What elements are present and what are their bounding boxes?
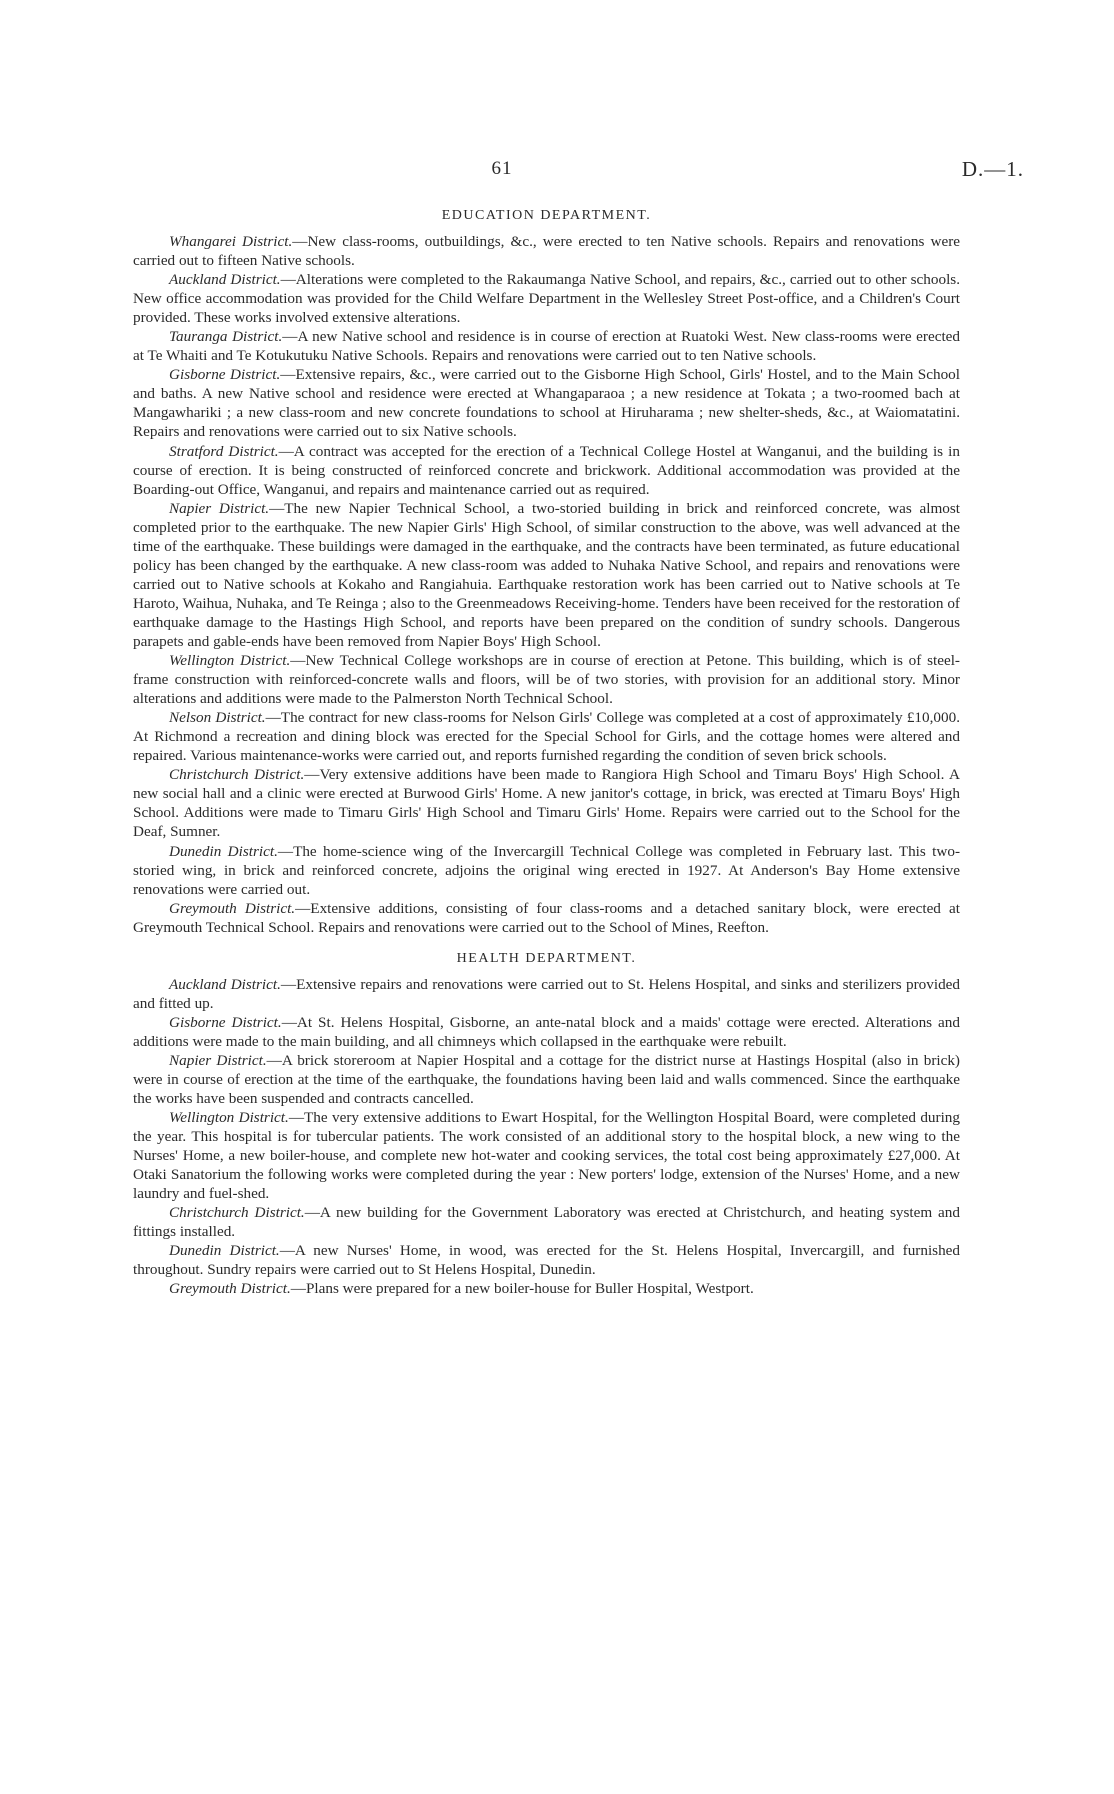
document-code: D.—1.	[961, 157, 1024, 181]
district-paragraph	[133, 1203, 960, 1241]
district-paragraph	[133, 975, 960, 1013]
district-paragraph	[133, 765, 960, 841]
district-name: Greymouth District.	[169, 1280, 291, 1298]
education-department-section	[133, 208, 960, 937]
section-heading: EDUCATION DEPARTMENT.	[441, 208, 652, 223]
district-paragraph	[133, 1051, 960, 1108]
paragraph-text: —Very extensive additions have been made to Rangiora High School and Timaru Boys' High School. A new social hall and a clinic were erected at Burwood Girls' Home. A new janitor's cottage, in brick, was erected at Timaru Boys' High School. Additions were made to Timaru Girls' High School and Timaru Girls' Home. Repairs were carried out to the School for the Deaf, Sumner.	[133, 766, 960, 841]
district-name: Napier District.	[169, 1051, 267, 1069]
district-name: Christchurch District.	[169, 766, 305, 784]
paragraph-text: —At St. Helens Hospital, Gisborne, an ante-natal block and a maids' cottage were erected. Alterations and additions were made to the main building, and all chimneys which collapsed in the earthquake were rebuilt.	[133, 1013, 960, 1050]
district-paragraph	[133, 232, 960, 270]
district-paragraph	[133, 708, 960, 765]
district-name: Whangarei District.	[169, 233, 293, 250]
district-paragraph	[133, 442, 960, 499]
district-name: Stratford District.	[169, 442, 279, 460]
district-paragraph	[133, 842, 960, 899]
district-name: Wellington District.	[169, 652, 291, 670]
paragraph-text: —A contract was accepted for the erection of a Technical College Hostel at Wanganui, and the building is in course of erection. It is being constructed of reinforced concrete and brickwork. Additional accommodation was provided at the Boarding-out Office, Wanganui, and repairs and maintenance carried out as required.	[133, 442, 960, 498]
paragraph-text: —A brick storeroom at Napier Hospital and a cottage for the district nurse at Hastings Hospital (also in brick) were in course of erection at the time of the earthquake, the foundations having been laid and walls commenced. Since the earthquake the works have been suspended and contracts cancelled.	[133, 1051, 960, 1108]
district-name: Gisborne District.	[169, 366, 281, 384]
district-name: Napier District.	[169, 499, 270, 517]
district-paragraph	[133, 899, 960, 937]
paragraph-text: —New Technical College workshops are in course of erection at Petone. This building, which is of steel-frame construction with reinforced-concrete walls and floors, will be of two stories, with provision for an additional story. Minor alterations and additions were made to the Palmerston North Technical School.	[133, 652, 960, 708]
paragraph-text: —New class-rooms, outbuildings, &c., were erected to ten Native schools. Repairs and renovations were carried out to fifteen Native schools.	[133, 233, 960, 270]
section-heading: HEALTH DEPARTMENT.	[456, 950, 637, 966]
district-paragraph	[133, 1108, 960, 1203]
district-name: Auckland District.	[169, 975, 281, 993]
district-name: Wellington District.	[169, 1109, 289, 1127]
paragraph-text: —Alterations were completed to the Rakaumanga Native School, and repairs, &c., carried out to other schools. New office accommodation was provided for the Child Welfare Department in the Wellesley Street Post-office, and a Children's Court provided. These works involved extensive alterations.	[133, 271, 960, 327]
paragraph-text: —The contract for new class-rooms for Nelson Girls' College was completed at a cost of approximately £10,000. At Richmond a recreation and dining block was erected for the Special School for Girls, and the cottage homes were altered and repaired. Various maintenance-works were carried out, and reports furnished regarding the condition of seven brick schools.	[133, 709, 960, 765]
district-paragraph	[133, 1013, 960, 1051]
health-department-section	[133, 951, 960, 1299]
page-number: 61	[491, 158, 513, 179]
paragraph-text: —Plans were prepared for a new boiler-house for Buller Hospital, Westport.	[290, 1280, 754, 1298]
page-body	[133, 208, 960, 1299]
district-name: Gisborne District.	[169, 1013, 282, 1031]
district-name: Dunedin District.	[169, 842, 278, 860]
paragraph-text: —The new Napier Technical School, a two-storied building in brick and reinforced concrete, was almost completed prior to the earthquake. The new Napier Girls' High School, of similar construction to the above, was well advanced at the time of the earthquake. These buildings were damaged in the earthquake, and the contracts have been terminated, as future educational policy has been changed by the earthquake. A new class-room was added to Nuhaka Native School, and repairs and renovations were carried out to Native schools at Kokaho and Rangiahuia. Earthquake restoration work has been carried out to Native schools at Te Haroto, Waihua, Nuhaka, and Te Reinga ; also to the Greenmeadows Receiving-home. Tenders have been received for the restoration of earthquake damage to the Hastings High School, and reports have been prepared on the condition of sundry schools. Dangerous parapets and gable-ends have been removed from Napier Boys' High School.	[133, 499, 960, 650]
paragraph-text: —A new Nurses' Home, in wood, was erected for the St. Helens Hospital, Invercargill, and furnished throughout. Sundry repairs were carried out to St Helens Hospital, Dunedin.	[133, 1242, 960, 1279]
district-name: Christchurch District.	[169, 1204, 305, 1222]
paragraph-text: —Extensive repairs, &c., were carried out to the Gisborne High School, Girls' Hostel, and to the Main School and baths. A new Native school and residence were erected at Whangaparaoa ; a new residence at Tokata ; a two-roomed bach at Mangawhariki ; a new class-room and new concrete foundations to school at Hiruharama ; new shelter-sheds, &c., at Waiomatatini. Repairs and renovations were carried out to six Native schools.	[133, 366, 960, 441]
district-name: Nelson District.	[169, 709, 266, 727]
paragraph-text: —A new building for the Government Laboratory was erected at Christchurch, and heating system and fittings installed.	[133, 1204, 960, 1241]
district-paragraph	[133, 1279, 960, 1298]
paragraph-text: —A new Native school and residence is in course of erection at Ruatoki West. New class-rooms were erected at Te Whaiti and Te Kotukutuku Native Schools. Repairs and renovations were carried out to ten Native schools.	[133, 328, 961, 365]
district-paragraph	[133, 499, 960, 651]
paragraph-text: —The home-science wing of the Invercargill Technical College was completed in February last. This two-storied wing, in brick and reinforced concrete, adjoins the original wing erected in 1927. At Anderson's Bay Home extensive renovations were carried out.	[133, 842, 960, 898]
paragraph-text: —Extensive additions, consisting of four class-rooms and a detached sanitary block, were erected at Greymouth Technical School. Repairs and renovations were carried out to the School of Mines, Reefton.	[133, 899, 960, 936]
district-name: Auckland District.	[169, 271, 281, 289]
district-paragraph	[133, 270, 960, 327]
district-paragraph	[133, 327, 960, 365]
paragraph-text: —Extensive repairs and renovations were carried out to St. Helens Hospital, and sinks and sterilizers provided and fitted up.	[133, 975, 961, 1012]
district-name: Dunedin District.	[169, 1242, 280, 1260]
district-name: Greymouth District.	[169, 899, 296, 917]
district-paragraph	[133, 651, 960, 708]
district-paragraph	[133, 1241, 960, 1279]
district-name: Tauranga District.	[169, 328, 283, 346]
district-paragraph	[133, 365, 960, 441]
paragraph-text: —The very extensive additions to Ewart Hospital, for the Wellington Hospital Board, were completed during the year. This hospital is for tubercular patients. The work consisted of an additional story to the hospital block, a new wing to the Nurses' Home, a new boiler-house, and complete new hot-water and cooking services, the total cost being approximately £27,000. At Otaki Sanatorium the following works were completed during the year : New porters' lodge, extension of the Nurses' Home, and a new laundry and fuel-shed.	[133, 1109, 960, 1203]
